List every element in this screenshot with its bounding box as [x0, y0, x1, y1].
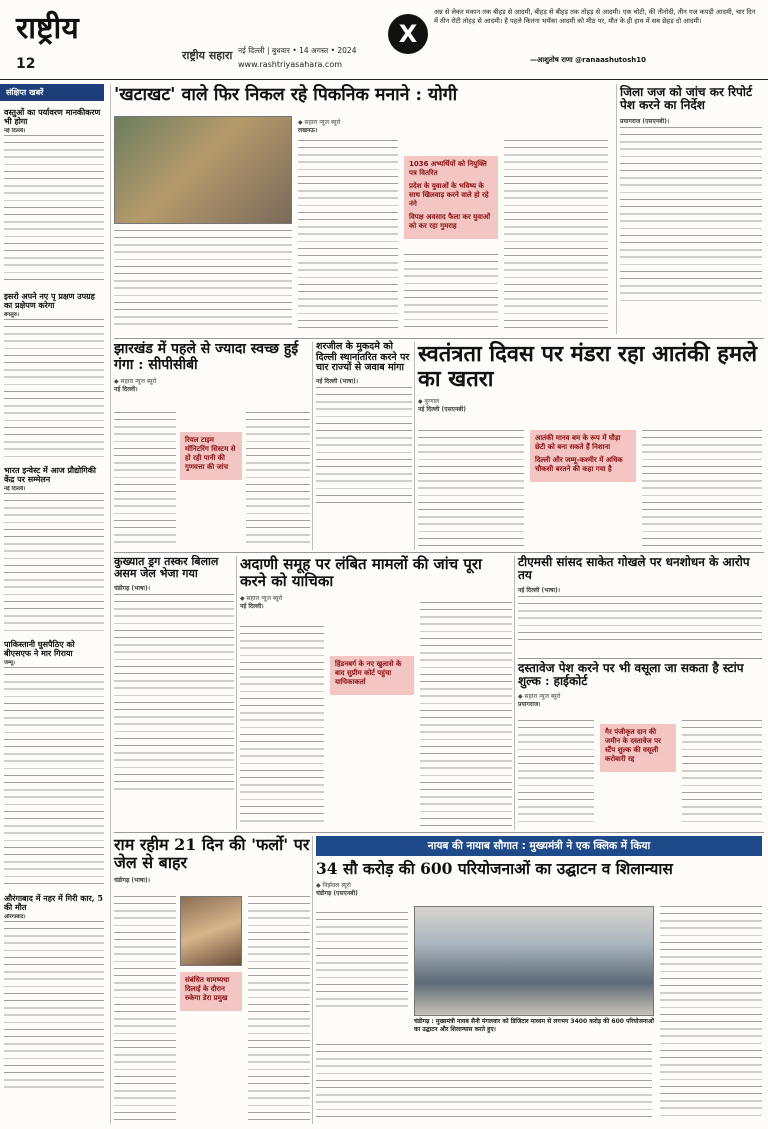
article-dateline: नई दिल्ली (भाषा)। — [518, 586, 561, 594]
article-swatantrata — [418, 342, 762, 550]
pull-quote-box — [530, 430, 636, 482]
brief-title: पाकिस्तानी घुसपैठिए को बीएसएफ ने मार गिराया — [4, 638, 75, 658]
brief-title: इसरो अपने नए पृ प्रक्षण उपग्रह का प्रक्षेपण करेगा — [4, 290, 95, 310]
briefs-header: संक्षिप्त खबरें — [0, 84, 104, 101]
paper-logo: राष्ट्रीय सहारा — [182, 49, 233, 62]
article-body — [518, 720, 594, 828]
article-stamp — [518, 662, 762, 830]
brief-item: औरंगाबाद में नहर में गिरी कार, 5 की मौत औरंगाबाद। — [4, 894, 104, 1094]
article-headline: टीएमसी सांसद साकेत गोखले पर धनशोधन के आरोप तय — [518, 555, 750, 583]
pull-quote-box — [600, 724, 676, 772]
article-body — [240, 626, 324, 826]
pull-quote-box — [330, 656, 414, 695]
pull-quote: आतंकी मानव बम के रूप में घौड़ा छेटी को बना सकते हैं निशाना — [535, 434, 621, 451]
article-sharjeel — [316, 342, 412, 550]
article-headline: दस्तावेज पेश करने पर भी वसूला जा सकता है स्टांप शुल्क : हाईकोर्ट — [518, 661, 744, 689]
pull-quote: विपक्ष अवसाद फैला कर युवाओं को कर रहा गुमराह — [409, 213, 491, 230]
article-byline: ◆ सहारा न्यूज ब्यूरो — [114, 378, 157, 386]
article-ganga — [114, 342, 310, 550]
article-tmc — [518, 556, 762, 656]
nayab-banner: नायब की नायाब सौगात : मुख्यमंत्री ने एक क्लिक में किया — [316, 836, 762, 856]
article-byline: ◆ निर्झवल ब्यूरो — [316, 882, 351, 890]
website-link[interactable]: www.rashtriyasahara.com — [238, 60, 343, 69]
pull-quote: प्रदेश के युवाओं के भविष्य के साथ खिलवाड़ करने वाले हो रहे नंगे — [409, 182, 489, 208]
article-dateline: चंडीगढ़ (भाषा)। — [114, 876, 150, 884]
article-byline: ◆ सहारा न्यूज ब्यूरो — [298, 119, 341, 126]
article-body — [114, 896, 176, 1122]
pull-quote: रियल टाइम मॉनिटरिंग सिस्टम से हो रही पानी की गुणवत्ता की जांच — [185, 436, 236, 471]
article-dateline: नई दिल्ली। — [240, 602, 264, 610]
pull-quote: हिंडनबर्ग के नए खुलासे के बाद सुप्रीम कोर्ट पहुंचा याचिकाकर्ता — [335, 660, 402, 686]
photo-caption: चंडीगढ़ : मुख्यमंत्री नायब सैनी मंगलवार को डिजिटल माध्यम से लगभग 3400 करोड़ की 600 परियोजनाओं का उद्घाटन और शिलान्यास करते हुए। — [414, 1018, 654, 1033]
article-body — [298, 140, 398, 330]
pull-quote: संबंधित धामष्यधा दिलाई के दौरान रुकेगा डेरा प्रमुख — [185, 976, 230, 1002]
article-byline: ◆ सहारा न्यूज ब्यूरो — [518, 692, 561, 700]
article-dateline: चंडीगढ़ (भाषा)। — [114, 584, 150, 592]
article-khatakhat — [114, 86, 614, 336]
article-dateline: चंडीगढ़ (एसएनबी) — [316, 890, 358, 898]
brief-item: इसरो अपने नए पृ प्रक्षण उपग्रह का प्रक्षेपण करेगा बेंगलुरु। — [4, 292, 104, 462]
article-dateline: प्रयागराज। — [518, 700, 541, 708]
pull-quote: 1036 अभ्यर्थियों को नियुक्ति पत्र वितरित — [409, 160, 487, 177]
brief-title: वस्तुओं का पर्यावरण मानकीकरण भी होगा — [4, 107, 101, 126]
quote-author: —आशुतोष राणा @ranaashutosh10 — [530, 56, 646, 64]
article-adani — [240, 556, 512, 830]
article-zila-jaj — [620, 86, 762, 336]
article-headline: जिला जज को जांच कर रिपोर्ट पेश करने का निर्देश — [620, 85, 753, 113]
article-body — [114, 594, 234, 794]
article-headline: 34 सौ करोड़ की 600 परियोजनाओं का उद्घाटन व शिलान्यास — [316, 859, 673, 878]
article-body — [518, 596, 762, 646]
article-kukhyat — [114, 556, 234, 830]
article-headline: झारखंड में पहले से ज्यादा स्वच्छ हुई गंगा : सीपीसीबी — [114, 341, 299, 373]
article-photo — [114, 116, 292, 224]
article-body — [418, 430, 524, 548]
article-body — [316, 387, 412, 507]
article-headline: शरजील के मुकदमे को दिल्ली स्थानांतरित करने पर चार राज्यों से जवाब मांगा — [316, 341, 410, 374]
brief-item: पाकिस्तानी घुसपैठिए को बीएसएफ ने मार गिराया जम्मू। — [4, 640, 104, 890]
article-ram-rahim — [114, 836, 310, 1124]
article-body — [620, 127, 762, 307]
article-headline: कुख्यात ड्रग तस्कर बिलाल असम जेल भेजा गया — [114, 555, 219, 581]
article-600-projects — [316, 860, 762, 1124]
brief-item: भारत इन्वेस्ट में आज प्रौद्योगिकी केंद्र पर सम्मेलन नई दिल्ली। — [4, 466, 104, 636]
article-dateline: नई दिल्ली (एसएनबी) — [418, 406, 467, 414]
date-line: नई दिल्ली | बुधवार • 14 अगस्त • 2024 — [238, 46, 357, 55]
brief-item: वस्तुओं का पर्यावरण मानकीकरण भी होगा नई दिल्ली। — [4, 108, 104, 288]
article-body — [114, 412, 176, 548]
x-logo-icon: X — [388, 14, 428, 54]
pull-quote-box — [180, 432, 242, 480]
article-photo — [414, 906, 654, 1016]
article-body — [316, 912, 408, 1012]
article-headline: राम रहीम 21 दिन की 'फर्लो' पर जेल से बाहर — [114, 835, 310, 872]
article-headline: स्वतंत्रता दिवस पर मंडरा रहा आतंकी हमले का खतरा — [418, 341, 758, 392]
article-dateline: प्रयागराज (एसएनबी)। — [620, 117, 670, 125]
article-byline: ◆ कुणाल — [418, 398, 440, 406]
article-headline: 'खटाखट' वाले फिर निकल रहे पिकनिक मनाने : योगी — [114, 85, 458, 105]
masthead-quote: अन्न से लेकर मकान तक बीहड़ से आदमी, बीहड़ से बीहड़ तक तोहड़ से आदमी। एक चोटी, की तीनोदी, तीन गज कपड़ी आदमी, चार दिन में तीन रोटी तोहड़ से आदमी। है पहले कितना भयँका आदमी को मीठ पर, मौत के ही हाथ में सब छेहड़ दो आदमी। — [434, 8, 756, 26]
pull-quote: दिल्ली और जम्मू-कश्मीर में अधिक चौकसी बरतने की कहा गया है — [535, 456, 623, 473]
brief-title: भारत इन्वेस्ट में आज प्रौद्योगिकी केंद्र पर सम्मेलन — [4, 464, 97, 484]
article-headline: अदाणी समूह पर लंबित मामलों की जांच पूरा करने को याचिका — [240, 555, 482, 590]
pull-quote-box — [180, 972, 242, 1011]
article-photo — [180, 896, 242, 966]
article-byline: ◆ सहारा न्यूज ब्यूरो — [240, 594, 283, 602]
masthead — [0, 0, 768, 80]
section-title: राष्ट्रीय — [16, 11, 79, 46]
page-number: 12 — [16, 56, 36, 72]
brief-title: औरंगाबाद में नहर में गिरी कार, 5 की मौत — [4, 892, 103, 912]
article-dateline: लखनऊ। — [298, 127, 318, 134]
pull-quote-box — [404, 156, 498, 239]
briefs-column — [0, 84, 108, 1124]
article-dateline: नई दिल्ली (भाषा)। — [316, 377, 359, 385]
article-dateline: नई दिल्ली। — [114, 386, 138, 394]
pull-quote: गैर पंजीकृत दान की जमीन के दस्तावेज पर स्टैंप शुल्क की वसूली करोबारी रद्द — [605, 728, 661, 763]
